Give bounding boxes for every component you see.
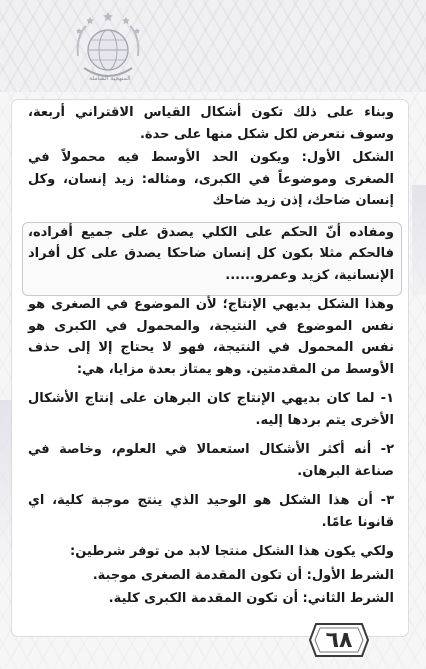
list-item-2: ٢- أنه أكثر الأشكال استعمالا في العلوم، وخاصة في صناعة البرهان. xyxy=(28,442,394,479)
paragraph-intro: وبناء على ذلك تكون أشكال القياس الاقتراني أربعة، وسوف نتعرض لكل شكل منها على حدة. xyxy=(28,105,394,142)
condition-1: الشرط الأول: أن تكون المقدمة الصغرى موجبة. xyxy=(92,567,394,583)
logo-caption: المنهجية الشاملة xyxy=(89,75,131,82)
page-number-badge xyxy=(306,620,372,660)
emblem-logo-icon xyxy=(62,6,154,96)
paragraph-conditions: ولكي يكون هذا الشكل منتجا لابد من توفر شرطين: xyxy=(70,544,394,559)
list-item-3: ٣- أن هذا الشكل هو الوحيد الذي ينتج موجبة كلية، اي قانونا عامًا. xyxy=(28,493,394,530)
page-number: ٦٨ xyxy=(325,627,353,653)
list-item-1: ١- لما كان بديهي الإنتاج كان البرهان على إنتاج الأشكال الأخرى يتم بردها إليه. xyxy=(28,391,394,428)
condition-2: الشرط الثاني: أن تكون المقدمة الكبرى كلية. xyxy=(108,591,394,606)
paragraph-meaning: ومفاده أنّ الحكم على الكلي يصدق على جميع أفراده، فالحكم مثلا بكون كل إنسان ضاحكا يصدق على كل أفراد الإنسانية، كزيد وعمرو...... xyxy=(28,224,394,283)
paragraph-first-figure: الشكل الأول: ويكون الحد الأوسط فيه محمولاً في الصغرى وموضوعاً في الكبرى، ومثاله: زيد إنسان، وكل إنسان ضاحك، إذن زيد ضاحك xyxy=(28,150,394,208)
body-text xyxy=(28,102,394,610)
right-decoration xyxy=(412,185,426,295)
paragraph-self-evident: وهذا الشكل بديهي الإنتاج؛ لأن الموضوع في الصغرى هو نفس الموضوع في النتيجة، والمحمول في الكبرى هو نفس المحمول في النتيجة، فهو لا يحتاج إلا إلى حذف الأوسط من المقدمتين. وهو يمتاز بعدة مزايا، هي: xyxy=(28,297,394,377)
